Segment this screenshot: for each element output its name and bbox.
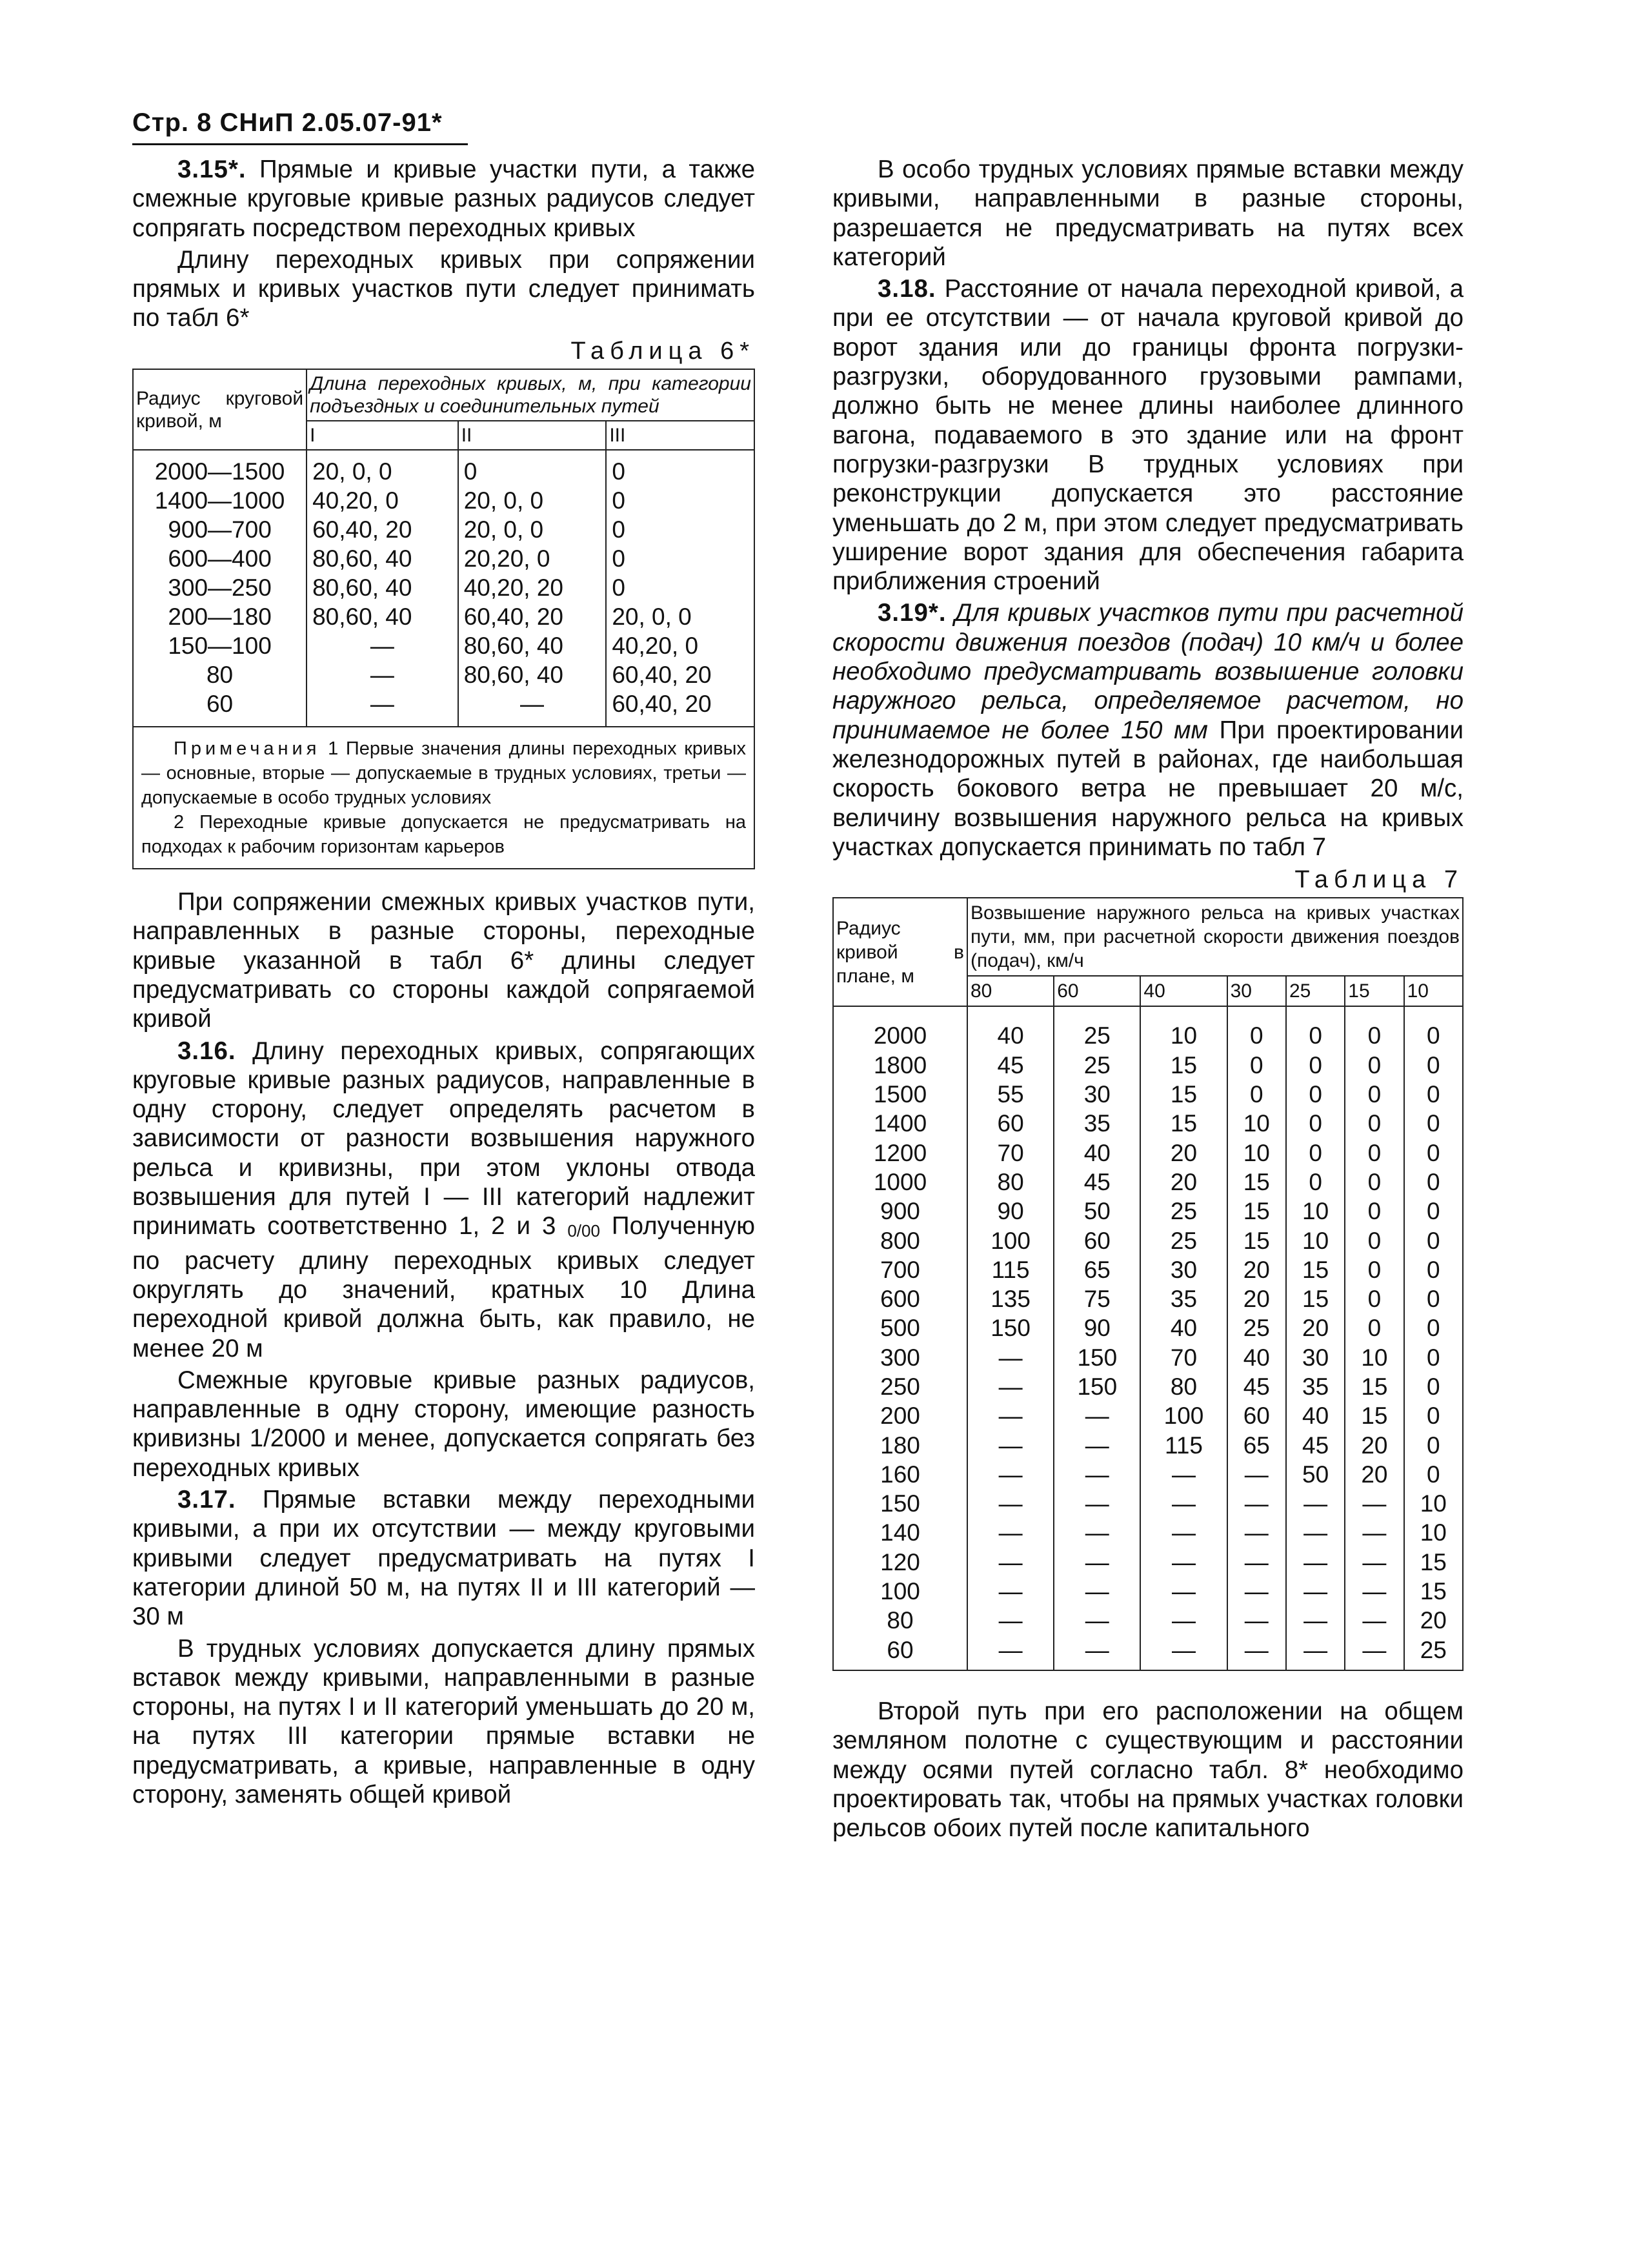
table-cell: 0	[1404, 1284, 1463, 1313]
paragraph-3-15	[132, 155, 755, 243]
table-row	[833, 1255, 1463, 1284]
table-cell: 20	[1345, 1431, 1404, 1460]
table-cell: 10	[1227, 1139, 1286, 1168]
table-cell: 0	[1345, 1197, 1404, 1226]
table-cell: 80,60, 40	[307, 602, 458, 631]
table-cell: 35	[1140, 1284, 1227, 1313]
table-cell: 45	[1227, 1372, 1286, 1401]
section-number: 3.16.	[177, 1037, 236, 1065]
table-cell: 0	[1404, 1006, 1463, 1050]
table-row	[133, 631, 754, 660]
table-6-header-cat: I	[307, 421, 458, 450]
table-cell: 2000	[833, 1006, 967, 1050]
table-cell: 80	[1140, 1372, 1227, 1401]
table-cell: 0	[1404, 1460, 1463, 1489]
table-cell: 180	[833, 1431, 967, 1460]
table-cell: —	[1054, 1548, 1140, 1577]
table-cell: 15	[1140, 1080, 1227, 1109]
table-cell: 0	[1345, 1139, 1404, 1168]
table-cell: 0	[1404, 1080, 1463, 1109]
table-cell: 90	[967, 1197, 1054, 1226]
table-row	[833, 1284, 1463, 1313]
table-cell: 300—250	[133, 573, 307, 602]
table-cell: 140	[833, 1518, 967, 1547]
table-cell: —	[1054, 1460, 1140, 1489]
table-6-header-cat: II	[458, 421, 607, 450]
table-cell: —	[967, 1606, 1054, 1635]
table-cell: —	[1227, 1577, 1286, 1606]
section-number: 3.18.	[878, 275, 936, 303]
table-cell: —	[1054, 1635, 1140, 1670]
table-cell: 1400—1000	[133, 486, 307, 515]
table-cell: 900	[833, 1197, 967, 1226]
table-cell: 25	[1140, 1197, 1227, 1226]
table-cell: —	[1054, 1489, 1140, 1518]
table-6-header-length: Длина переходных кривых, м, при категории подъездных и соединительных путей	[307, 369, 754, 421]
paragraph-right-top: В особо трудных условиях прямые вставки между кривыми, направленными в разные стороны, разрешается не предусматривать на путях всех категорий	[832, 156, 1464, 271]
table-cell: —	[1140, 1606, 1227, 1635]
table-cell: 15	[1404, 1548, 1463, 1577]
table-7-header-speed: 30	[1227, 976, 1286, 1006]
table-row	[833, 1460, 1463, 1489]
table-cell: 0	[1286, 1139, 1345, 1168]
table-cell: 0	[1286, 1168, 1345, 1197]
table-cell: 160	[833, 1460, 967, 1489]
table-cell: 50	[1286, 1460, 1345, 1489]
table-cell: 15	[1286, 1255, 1345, 1284]
table-cell: 200	[833, 1401, 967, 1430]
table-row	[833, 1606, 1463, 1635]
table-row	[133, 515, 754, 544]
table-cell: 60	[1227, 1401, 1286, 1430]
table-cell: 20, 0, 0	[307, 450, 458, 486]
section-number: 3.15*.	[177, 156, 246, 183]
table-cell: 800	[833, 1226, 967, 1255]
paragraph-text-italic: Для кривых участков пути при расчетной скорости движения поездов (подач) 10 км/ч и более необходимо предусматривать возвышение головки наружного рельса, определяемое расчетом, но принимаемое не более 150 мм	[832, 599, 1464, 744]
table-cell: 80,60, 40	[307, 573, 458, 602]
table-7-header-speed: 10	[1404, 976, 1463, 1006]
table-cell: 60	[1054, 1226, 1140, 1255]
table-cell: 15	[1286, 1284, 1345, 1313]
table-cell: 35	[1286, 1372, 1345, 1401]
table-cell: 80	[967, 1168, 1054, 1197]
table-cell: 600—400	[133, 544, 307, 573]
table-cell: 20, 0, 0	[458, 486, 607, 515]
table-cell: 0	[606, 486, 754, 515]
table-6-header-radius: Радиус круговой кривой, м	[133, 369, 307, 450]
table-cell: 100	[1140, 1401, 1227, 1430]
table-cell: 0	[1227, 1006, 1286, 1050]
table-cell: 60,40, 20	[606, 689, 754, 727]
table-7-header-elevation: Возвышение наружного рельса на кривых участках пути, мм, при расчетной скорости движения поездов (подач), км/ч	[967, 898, 1463, 976]
table-cell: —	[1054, 1431, 1140, 1460]
table-cell: 80,60, 40	[458, 660, 607, 689]
table-cell: 15	[1227, 1197, 1286, 1226]
table-row	[133, 544, 754, 573]
table-cell: 60	[833, 1635, 967, 1670]
table-cell: 10	[1345, 1343, 1404, 1372]
table-cell: —	[1286, 1518, 1345, 1547]
table-cell: 600	[833, 1284, 967, 1313]
table-row	[833, 1343, 1463, 1372]
table-cell: 60	[133, 689, 307, 727]
table-cell: 0	[1286, 1006, 1345, 1050]
table-row	[833, 1051, 1463, 1080]
table-row	[833, 1109, 1463, 1138]
table-cell: 45	[1286, 1431, 1345, 1460]
table-cell: 0	[1404, 1401, 1463, 1430]
paragraph-3-17-b: В трудных условиях допускается длину прямых вставок между кривыми, направленными в разные стороны, на путях I и II категорий уменьшать до 20 м, на путях III категории прямые вставки не предусматривать, а кривые, направленные в одну сторону, заменять общей кривой	[132, 1634, 755, 1808]
paragraph-text: Расстояние от начала переходной кривой, а при ее отсутствии — от начала круговой кривой до ворот здания или до границы фронта погрузки-разгрузки, оборудованного грузовыми рампами, должно быть не менее длины наиболее длинного вагона, подаваемого в это здание или на фронт погрузки-разгрузки В трудных условиях при реконструкции допускается это расстояние уменьшать до 2 м, при этом следует предусматривать уширение ворот здания для обеспечения габарита приближения строений	[832, 275, 1464, 596]
table-cell: 80	[833, 1606, 967, 1635]
table-cell: 20	[1345, 1460, 1404, 1489]
table-cell: 0	[1345, 1168, 1404, 1197]
header-rule	[132, 143, 468, 145]
table-cell: 0	[1345, 1313, 1404, 1342]
table-cell: 700	[833, 1255, 967, 1284]
table-cell: 0	[1286, 1080, 1345, 1109]
paragraph-text: При проектировании железнодорожных путей в районах, где наибольшая скорость бокового ветра не превышает 20 м/с, величину возвышения наружного рельса на кривых участках допускается принимать по табл 7	[832, 716, 1464, 861]
table-cell: 0	[1404, 1168, 1463, 1197]
table-cell: 0	[1227, 1080, 1286, 1109]
table-cell: 1000	[833, 1168, 967, 1197]
table-cell: 40	[1140, 1313, 1227, 1342]
paragraph-3-16	[132, 1037, 755, 1363]
table-cell: —	[1054, 1401, 1140, 1430]
table-cell: 40	[967, 1006, 1054, 1050]
table-7-body	[833, 1006, 1463, 1670]
table-cell: 40	[1054, 1139, 1140, 1168]
table-cell: 115	[1140, 1431, 1227, 1460]
table-cell: 0	[1286, 1109, 1345, 1138]
table-row	[833, 1548, 1463, 1577]
paragraph-3-16-b: Смежные круговые кривые разных радиусов, направленные в одну сторону, имеющие разность кривизны 1/2000 и менее, допускается сопрягать без переходных кривых	[132, 1366, 755, 1482]
table-cell: 0	[1345, 1226, 1404, 1255]
table-cell: 65	[1227, 1431, 1286, 1460]
table-cell: 0	[1404, 1226, 1463, 1255]
table-cell: —	[1227, 1518, 1286, 1547]
table-cell: 0	[1345, 1080, 1404, 1109]
table-cell: —	[307, 631, 458, 660]
table-cell: —	[1140, 1548, 1227, 1577]
table-cell: 20	[1140, 1168, 1227, 1197]
table-cell: 20,20, 0	[458, 544, 607, 573]
table-cell: 40,20, 0	[307, 486, 458, 515]
table-cell: 900—700	[133, 515, 307, 544]
table-cell: —	[1140, 1489, 1227, 1518]
table-cell: —	[1286, 1577, 1345, 1606]
table-cell: 70	[1140, 1343, 1227, 1372]
table-cell: —	[967, 1635, 1054, 1670]
table-row	[133, 602, 754, 631]
table-cell: 0	[1404, 1313, 1463, 1342]
table-cell: 35	[1054, 1109, 1140, 1138]
table-cell: 0	[1404, 1197, 1463, 1226]
table-cell: —	[307, 689, 458, 727]
table-cell: —	[1227, 1489, 1286, 1518]
table-cell: 0	[458, 450, 607, 486]
table-row	[833, 1518, 1463, 1547]
table-cell: —	[967, 1489, 1054, 1518]
table-cell: —	[967, 1343, 1054, 1372]
table-cell: 60,40, 20	[307, 515, 458, 544]
table-7-header-speed: 15	[1345, 976, 1404, 1006]
table-cell: 15	[1140, 1051, 1227, 1080]
table-cell: 15	[1140, 1109, 1227, 1138]
table-cell: —	[967, 1548, 1054, 1577]
table-cell: 0	[1286, 1051, 1345, 1080]
table-cell: 0	[1345, 1051, 1404, 1080]
paragraph-text: Длину переходных кривых, сопрягающих круговые кривые разных радиусов, направленные в одну сторону, следует определять расчетом в зависимости от разности возвышения наружного рельса и кривизны, при этом уклоны отвода возвышения для путей I — III категорий надлежит принимать соответственно 1, 2 и 3	[132, 1037, 755, 1240]
table-row	[833, 1197, 1463, 1226]
table-cell: —	[1345, 1489, 1404, 1518]
table-cell: 0	[606, 544, 754, 573]
table-cell: 0	[1404, 1431, 1463, 1460]
table-cell: 65	[1054, 1255, 1140, 1284]
table-cell: 45	[1054, 1168, 1140, 1197]
paragraph-text: Прямые вставки между переходными кривыми, а при их отсутствии — между круговыми кривыми следует предусматривать на путях I категории длиной 50 м, на путях II и III категорий — 30 м	[132, 1486, 755, 1631]
table-cell: 45	[967, 1051, 1054, 1080]
paragraph-after-table-6: При сопряжении смежных кривых участков пути, направленных в разные стороны, переходные кривые указанной в табл 6* длины следует предусматривать со стороны каждой сопрягаемой кривой	[132, 888, 755, 1033]
section-number: 3.17.	[177, 1486, 236, 1514]
right-column	[832, 155, 1464, 1843]
table-cell: 250	[833, 1372, 967, 1401]
table-row	[833, 1372, 1463, 1401]
table-cell: 300	[833, 1343, 967, 1372]
paragraph-text: Прямые и кривые участки пути, а также смежные круговые кривые разных радиусов следует сопрягать посредством переходных кривых	[132, 156, 755, 242]
table-cell: —	[967, 1518, 1054, 1547]
table-cell: 100	[967, 1226, 1054, 1255]
paragraph-3-15-b: Длину переходных кривых при сопряжении прямых и кривых участков пути следует принимать по табл 6*	[132, 245, 755, 332]
table-7	[832, 897, 1464, 1671]
table-cell: 2000—1500	[133, 450, 307, 486]
table-cell: —	[1140, 1518, 1227, 1547]
table-cell: 10	[1286, 1226, 1345, 1255]
table-6-caption: Таблица 6*	[570, 337, 755, 365]
table-cell: 0	[1404, 1372, 1463, 1401]
table-cell: 0	[1345, 1006, 1404, 1050]
table-row	[833, 1006, 1463, 1050]
table-cell: 25	[1404, 1635, 1463, 1670]
table-cell: 60	[967, 1109, 1054, 1138]
table-cell: 0	[1345, 1255, 1404, 1284]
table-cell: 30	[1054, 1080, 1140, 1109]
table-cell: 0	[1404, 1109, 1463, 1138]
table-cell: 30	[1286, 1343, 1345, 1372]
paragraph-3-18	[832, 274, 1464, 596]
table-cell: —	[1140, 1577, 1227, 1606]
table-row	[833, 1489, 1463, 1518]
table-cell: —	[1345, 1606, 1404, 1635]
table-cell: 10	[1286, 1197, 1345, 1226]
table-cell: —	[1345, 1548, 1404, 1577]
table-cell: 0	[1345, 1284, 1404, 1313]
table-cell: 10	[1404, 1518, 1463, 1547]
table-cell: 0	[1404, 1139, 1463, 1168]
table-row	[833, 1168, 1463, 1197]
table-cell: 100	[833, 1577, 967, 1606]
table-cell: 40	[1286, 1401, 1345, 1430]
table-cell: 20	[1227, 1284, 1286, 1313]
table-cell: —	[307, 660, 458, 689]
table-cell: —	[1227, 1606, 1286, 1635]
table-cell: 30	[1140, 1255, 1227, 1284]
table-cell: 150	[1054, 1372, 1140, 1401]
table-cell: 200—180	[133, 602, 307, 631]
table-cell: 50	[1054, 1197, 1140, 1226]
table-cell: —	[1286, 1548, 1345, 1577]
table-cell: 90	[1054, 1313, 1140, 1342]
table-cell: 150	[967, 1313, 1054, 1342]
table-cell: —	[1227, 1548, 1286, 1577]
table-cell: —	[1140, 1635, 1227, 1670]
table-cell: —	[967, 1401, 1054, 1430]
table-cell: —	[1054, 1606, 1140, 1635]
table-6-notes	[133, 727, 754, 869]
table-cell: 25	[1054, 1051, 1140, 1080]
table-7-caption: Таблица 7	[1294, 866, 1464, 894]
table-cell: —	[1345, 1518, 1404, 1547]
table-cell: 115	[967, 1255, 1054, 1284]
table-cell: 70	[967, 1139, 1054, 1168]
table-row	[833, 1635, 1463, 1670]
table-cell: 150—100	[133, 631, 307, 660]
table-cell: 40	[1227, 1343, 1286, 1372]
paragraph-text: Полученную по расчету длину переходных кривых следует округлять до значений, кратных 10 Длина переходной кривой должна быть, как правило, не менее 20 м	[132, 1212, 755, 1362]
table-cell: 40,20, 20	[458, 573, 607, 602]
table-cell: 80,60, 40	[458, 631, 607, 660]
paragraph-3-17	[132, 1485, 755, 1631]
table-cell: —	[967, 1372, 1054, 1401]
table-cell: —	[1286, 1489, 1345, 1518]
table-cell: 0	[1404, 1255, 1463, 1284]
table-row	[833, 1139, 1463, 1168]
table-cell: 0	[1404, 1343, 1463, 1372]
table-6-notes-row	[133, 727, 754, 869]
page-header: Стр. 8 СНиП 2.05.07-91*	[132, 108, 443, 137]
table-cell: 20	[1227, 1255, 1286, 1284]
table-cell: 75	[1054, 1284, 1140, 1313]
table-cell: 25	[1140, 1226, 1227, 1255]
table-cell: —	[1140, 1460, 1227, 1489]
table-cell: 20	[1140, 1139, 1227, 1168]
table-row	[133, 450, 754, 486]
table-cell: —	[1227, 1635, 1286, 1670]
table-cell: 15	[1227, 1226, 1286, 1255]
table-7-header-speed: 40	[1140, 976, 1227, 1006]
table-cell: 55	[967, 1080, 1054, 1109]
table-cell: —	[1054, 1518, 1140, 1547]
table-row	[833, 1313, 1463, 1342]
table-cell: 20, 0, 0	[606, 602, 754, 631]
table-cell: —	[1054, 1577, 1140, 1606]
table-cell: 10	[1404, 1489, 1463, 1518]
table-cell: 0	[606, 515, 754, 544]
table-cell: 80	[133, 660, 307, 689]
note-1: 1 Первые значения длины переходных кривых — основные, вторые — допускаемые в трудных условиях, третьи — допускаемые в особо трудных условиях	[141, 738, 746, 809]
table-cell: 0	[1404, 1051, 1463, 1080]
table-cell: 1400	[833, 1109, 967, 1138]
table-cell: 15	[1345, 1372, 1404, 1401]
table-row	[133, 573, 754, 602]
table-row	[133, 660, 754, 689]
table-row	[833, 1431, 1463, 1460]
permille-sign: 0/00	[567, 1221, 600, 1241]
table-cell: 1800	[833, 1051, 967, 1080]
table-cell: 10	[1227, 1109, 1286, 1138]
table-row	[833, 1226, 1463, 1255]
table-7-header-speed: 25	[1286, 976, 1345, 1006]
table-cell: —	[967, 1460, 1054, 1489]
table-cell: 0	[606, 450, 754, 486]
table-cell: 15	[1227, 1168, 1286, 1197]
note-2: 2 Переходные кривые допускается не предусматривать на подходах к рабочим горизонтам карьеров	[141, 812, 746, 858]
table-cell: 1200	[833, 1139, 967, 1168]
table-row	[133, 486, 754, 515]
table-cell: 0	[606, 573, 754, 602]
table-cell: 20	[1286, 1313, 1345, 1342]
section-number: 3.19*.	[878, 599, 947, 627]
paragraph-right-bottom: Второй путь при его расположении на общем земляном полотне с существующим и расстоянии между осями путей согласно табл. 8* необходимо проектировать так, чтобы на прямых участках головки рельсов обоих путей после капитального	[832, 1697, 1464, 1843]
table-cell: 25	[1054, 1006, 1140, 1050]
table-cell: —	[967, 1577, 1054, 1606]
table-cell: 500	[833, 1313, 967, 1342]
table-6	[132, 369, 755, 869]
table-cell: 1500	[833, 1080, 967, 1109]
table-cell: —	[1286, 1606, 1345, 1635]
left-column	[132, 155, 755, 1809]
table-cell: 20	[1404, 1606, 1463, 1635]
table-cell: 15	[1404, 1577, 1463, 1606]
table-cell: —	[1345, 1635, 1404, 1670]
table-cell: 15	[1345, 1401, 1404, 1430]
table-cell: 40,20, 0	[606, 631, 754, 660]
table-7-header-radius: Радиус кривой в плане, м	[833, 898, 967, 1006]
table-cell: —	[1227, 1460, 1286, 1489]
table-cell: 135	[967, 1284, 1054, 1313]
table-cell: 150	[1054, 1343, 1140, 1372]
table-cell: —	[967, 1431, 1054, 1460]
table-6-header-cat: III	[606, 421, 754, 450]
table-cell: 0	[1345, 1109, 1404, 1138]
table-cell: 120	[833, 1548, 967, 1577]
table-cell: 150	[833, 1489, 967, 1518]
table-cell: 10	[1140, 1006, 1227, 1050]
table-cell: 80,60, 40	[307, 544, 458, 573]
table-cell: 60,40, 20	[606, 660, 754, 689]
table-7-header-speed: 60	[1054, 976, 1140, 1006]
table-cell: —	[1345, 1577, 1404, 1606]
table-cell: 25	[1227, 1313, 1286, 1342]
table-cell: —	[458, 689, 607, 727]
table-cell: 20, 0, 0	[458, 515, 607, 544]
table-cell: 0	[1227, 1051, 1286, 1080]
paragraph-3-19	[832, 598, 1464, 862]
table-row	[833, 1401, 1463, 1430]
table-cell: 60,40, 20	[458, 602, 607, 631]
table-row	[833, 1080, 1463, 1109]
table-row	[133, 689, 754, 727]
table-7-header-speed: 80	[967, 976, 1054, 1006]
table-cell: —	[1286, 1635, 1345, 1670]
notes-label: Примечания	[174, 738, 321, 760]
table-row	[833, 1577, 1463, 1606]
